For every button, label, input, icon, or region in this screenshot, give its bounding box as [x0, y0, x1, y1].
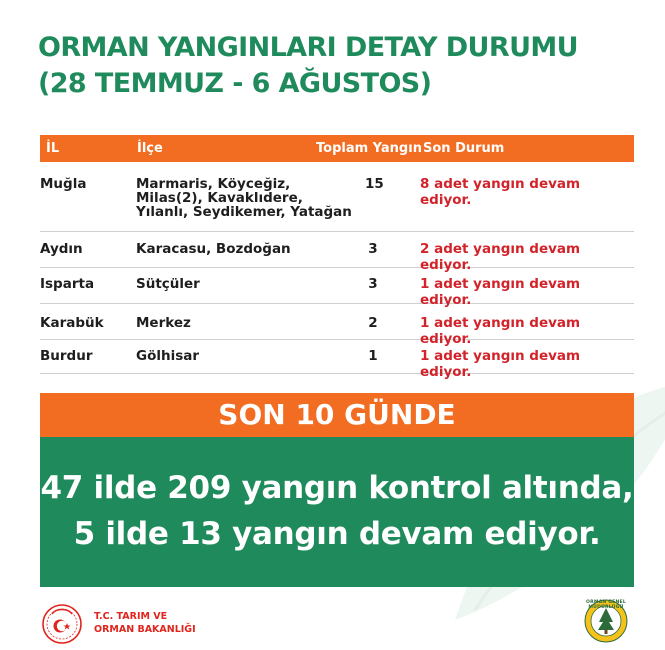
row-status: 1 adet yangın devam ediyor. — [420, 315, 581, 347]
row-il: Karabük — [40, 315, 104, 331]
table-row — [40, 340, 634, 380]
header-il: İL — [46, 141, 60, 156]
table-row — [40, 268, 634, 308]
row-total: 3 — [368, 276, 378, 292]
row-ilce-line: Milas(2), Kavaklıdere, — [136, 190, 303, 206]
row-ilce-line: Yılanlı, Seydikemer, Yatağan — [136, 204, 352, 220]
row-status: 8 adet yangın devam ediyor. — [420, 176, 581, 208]
header-status: Son Durum — [423, 141, 505, 156]
row-total: 1 — [368, 348, 378, 364]
row-il: Muğla — [40, 176, 87, 192]
row-total: 15 — [365, 176, 384, 192]
ministry-emblem-icon — [38, 600, 86, 646]
ministry-logo — [38, 600, 238, 646]
summary-line-1: 47 ilde 209 yangın kontrol altında, — [40, 470, 634, 506]
section-banner: SON 10 GÜNDE — [40, 393, 634, 437]
row-ilce: Karacasu, Bozdoğan — [136, 241, 291, 257]
ministry-name — [94, 610, 196, 636]
row-ilce — [136, 177, 366, 219]
row-ilce: Sütçüler — [136, 276, 200, 292]
forest-logo-text: ORMAN GENEL MÜDÜRLÜĞÜ — [585, 600, 627, 610]
table-header — [40, 135, 634, 162]
row-il: Isparta — [40, 276, 95, 292]
header-total: Toplam Yangın — [316, 141, 422, 156]
row-total: 2 — [368, 315, 378, 331]
summary-line-2: 5 ilde 13 yangın devam ediyor. — [73, 516, 601, 552]
ministry-line-2: ORMAN BAKANLIĞI — [94, 624, 196, 635]
row-il: Burdur — [40, 348, 93, 364]
header-ilce: İlçe — [137, 141, 163, 156]
table-row — [40, 162, 634, 232]
row-il: Aydın — [40, 241, 83, 257]
page-title — [38, 30, 638, 102]
forest-directorate-logo — [583, 598, 629, 648]
table-row — [40, 232, 634, 273]
ministry-line-1: T.C. TARIM VE — [94, 611, 168, 622]
row-status: 2 adet yangın devam ediyor. — [420, 241, 581, 273]
row-ilce: Gölhisar — [136, 348, 200, 364]
title-line-1: ORMAN YANGINLARI DETAY DURUMU — [38, 32, 578, 63]
row-status: 1 adet yangın devam ediyor. — [420, 276, 581, 308]
row-ilce: Merkez — [136, 315, 191, 331]
title-line-2: (28 TEMMUZ - 6 AĞUSTOS) — [38, 68, 432, 99]
summary-box — [40, 437, 634, 587]
row-total: 3 — [368, 241, 378, 257]
table-row — [40, 304, 634, 347]
row-ilce-line: Marmaris, Köyceğiz, — [136, 176, 291, 192]
row-status: 1 adet yangın devam ediyor. — [420, 348, 581, 380]
